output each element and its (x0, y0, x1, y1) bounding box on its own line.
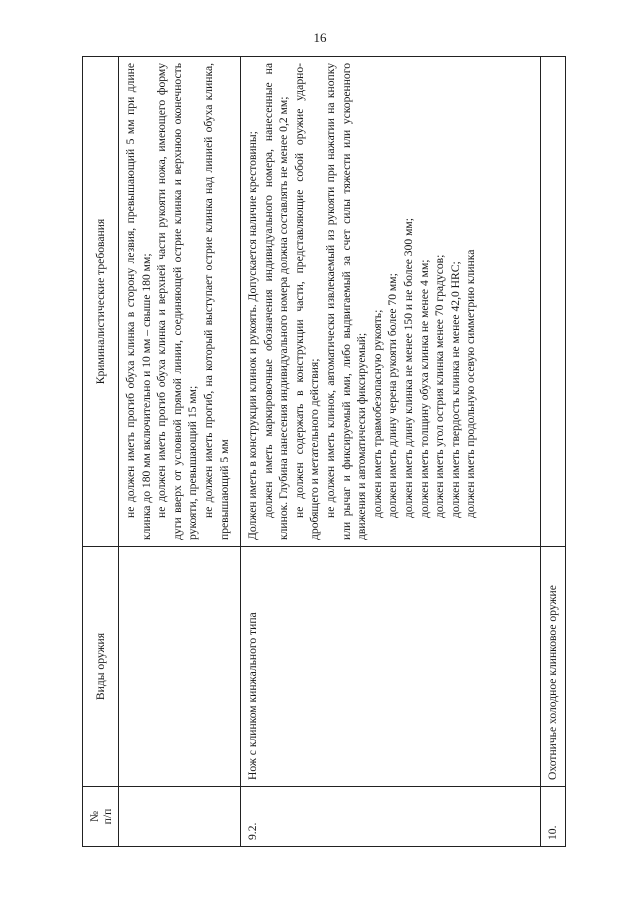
table-row (241, 57, 541, 847)
requirement-text: должен иметь угол острия клинка менее 70 градусов; (433, 254, 447, 518)
requirement-intro: Должен иметь в конструкции клинок и рукоять. Допускается наличие крестовины; (246, 131, 259, 540)
row-requirements (541, 57, 566, 547)
requirement-text: должен иметь твердость клинка не менее 42,0 HRC; (448, 261, 462, 518)
requirement-text: не должен содержать в конструкции части, представляющие собой оружие ударно-дробящего и метательного действия; (292, 63, 322, 540)
row-number (119, 787, 241, 847)
requirement-text: должен иметь травмобезопасную рукоять; (370, 309, 384, 518)
row-number: 10. (541, 787, 566, 847)
header-number (83, 787, 119, 847)
requirement-text: должен иметь толщину обуха клинка не менее 4 мм; (417, 259, 431, 518)
table-header-row (83, 57, 119, 847)
row-weapon: Охотничье холодное клинковое оружие (541, 547, 566, 787)
rotated-table-container (82, 57, 562, 847)
table-row (541, 57, 566, 847)
requirement-text: не должен иметь клинок, автоматически извлекаемый из рукояти при нажатии на кнопку или рычаг и фиксируемый ими, либо выдвигаемый за счет силы тяжести или ускоренного движения и автоматически фиксируемый; (323, 63, 369, 540)
requirement-text: должен иметь длину черена рукояти более 70 мм; (386, 273, 400, 518)
row-requirements (119, 57, 241, 547)
page-number: 16 (313, 30, 327, 45)
requirement-text: должен иметь маркировочные обозначения индивидуального номера, нанесенные на клинок. Глубина нанесения индивидуального номера должна составлять не менее 0,2 мм; (261, 63, 291, 540)
header-number-line2: п/п (100, 808, 114, 825)
header-requirements: Криминалистические требования (83, 57, 119, 547)
header-number-line1: № (87, 810, 101, 823)
header-weapon-type: Виды оружия (83, 547, 119, 787)
table-row (119, 57, 241, 847)
row-requirements (241, 57, 541, 547)
row-weapon: Нож с клинком кинжального типа (241, 547, 541, 787)
requirements-table (82, 56, 566, 847)
requirement-text: должен иметь продольную осевую симметрию клинка (464, 249, 478, 518)
requirement-text: должен иметь длину клинка не менее 150 и не более 300 мм; (401, 218, 415, 518)
requirement-text: не должен иметь прогиб, на который выступает острие клинка над линией обуха клинка, превышающий 5 мм (201, 63, 231, 540)
requirement-text: не должен иметь прогиб обуха клинка в сторону лезвия, превышающий 5 мм при длине клинка до 180 мм включительно и 10 мм – свыше 180 мм; (124, 63, 153, 540)
row-weapon (119, 547, 241, 787)
requirement-text: не должен иметь прогиб обуха клинка и верхней части рукояти ножа, имеющего форму дуги вверх от условной прямой линии, соединяющей острие клинка и верхнюю оконечность рукояти, превышающий 15 мм; (155, 63, 200, 540)
row-number: 9.2. (241, 787, 541, 847)
